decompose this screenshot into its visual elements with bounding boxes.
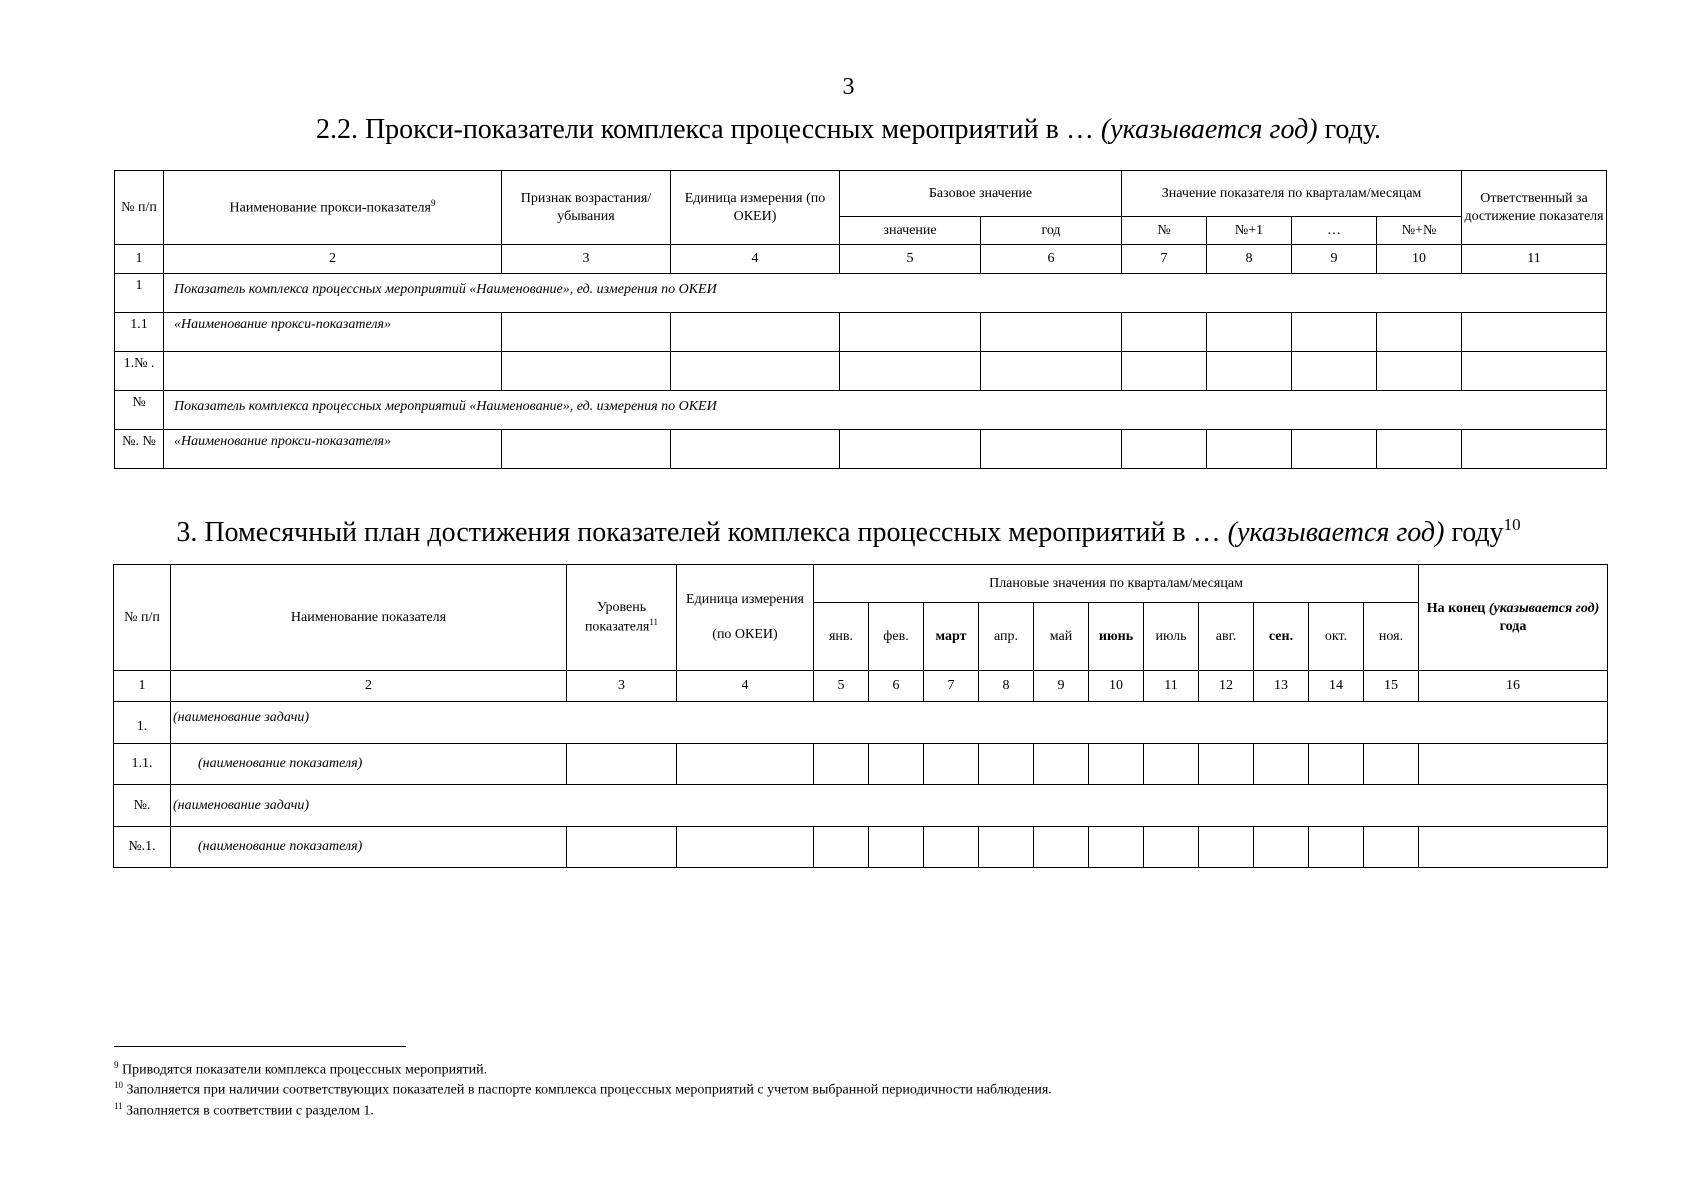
col-number: 1 (115, 245, 164, 274)
col-number: 11 (1462, 245, 1607, 274)
month-jul: июль (1144, 603, 1199, 671)
month-aug: авг. (1199, 603, 1254, 671)
col-header-unit: Единица измерения (по ОКЕИ) (671, 171, 840, 245)
col-header-by-period: Значение показателя по кварталам/месяцам (1122, 171, 1462, 217)
col-number: 12 (1199, 671, 1254, 702)
col-number: 6 (981, 245, 1122, 274)
col-header-name: Наименование прокси-показателя$^9$ (164, 171, 502, 245)
col-number: 2 (171, 671, 567, 702)
col-number: 1 (114, 671, 171, 702)
monthly-plan-table (113, 564, 1608, 868)
month-feb: фев. (869, 603, 924, 671)
row-text: (наименование задачи) (171, 702, 1608, 744)
col-number: 4 (677, 671, 814, 702)
col-header-unit: Единица измерения (по ОКЕИ) (677, 565, 814, 671)
col-number: 15 (1364, 671, 1419, 702)
table-row (115, 352, 1607, 391)
row-num: № (115, 391, 164, 430)
col-number: 7 (1122, 245, 1207, 274)
month-mar: март (924, 603, 979, 671)
col-number: 16 (1419, 671, 1608, 702)
row-text: Показатель комплекса процессных мероприятий «Наименование», ед. измерения по ОКЕИ (164, 274, 1607, 313)
table-row (115, 430, 1607, 469)
col-number: 4 (671, 245, 840, 274)
col-header-base: Базовое значение (840, 171, 1122, 217)
col-number: 9 (1034, 671, 1089, 702)
col-header-period-1: № (1122, 217, 1207, 245)
table-row (114, 702, 1608, 744)
footnote-separator (114, 1046, 406, 1047)
col-header-name: Наименование показателя (171, 565, 567, 671)
section-2-2-title: 2.2. Прокси-показатели комплекса процессных мероприятий в … (указывается год) году. (315, 114, 1382, 145)
month-may: май (1034, 603, 1089, 671)
row-text (164, 352, 502, 391)
col-number: 3 (567, 671, 677, 702)
col-number: 13 (1254, 671, 1309, 702)
footnote-10: $^{10}$ Заполняется при наличии соответствующих показателей в паспорте комплекса процессных мероприятий с учетом выбранной периодичности наблюдения. (114, 1080, 1052, 1098)
col-number: 10 (1377, 245, 1462, 274)
col-number: 2 (164, 245, 502, 274)
col-header-num: № п/п (115, 171, 164, 245)
col-number: 8 (1207, 245, 1292, 274)
row-num: 1 (115, 274, 164, 313)
col-number: 6 (869, 671, 924, 702)
col-number: 8 (979, 671, 1034, 702)
row-text: (наименование задачи) (171, 785, 1608, 827)
col-number: 5 (814, 671, 869, 702)
col-number: 9 (1292, 245, 1377, 274)
col-header-base-value: значение (840, 217, 981, 245)
page-number: 3 (842, 74, 855, 100)
month-sep: сен. (1254, 603, 1309, 671)
footnote-9: $^9$ Приводятся показатели комплекса процессных мероприятий. (114, 1060, 488, 1078)
col-number: 7 (924, 671, 979, 702)
footnote-11: $^{11}$ Заполняется в соответствии с разделом 1. (114, 1101, 374, 1119)
row-text: (наименование показателя) (171, 827, 567, 868)
row-num: 1.1. (114, 744, 171, 785)
col-header-sign: Признак возрастания/ убывания (502, 171, 671, 245)
month-apr: апр. (979, 603, 1034, 671)
col-header-period-4: №+№ (1377, 217, 1462, 245)
proxy-indicators-table (114, 170, 1607, 469)
table-row (114, 785, 1608, 827)
col-header-period-3: … (1292, 217, 1377, 245)
row-num: 1.№ . (115, 352, 164, 391)
col-number: 3 (502, 245, 671, 274)
col-header-num: № п/п (114, 565, 171, 671)
col-number: 10 (1089, 671, 1144, 702)
row-num: №.1. (114, 827, 171, 868)
row-text: (наименование показателя) (171, 744, 567, 785)
table-row (114, 827, 1608, 868)
table-row (115, 313, 1607, 352)
section-3-title: 3. Помесячный план достижения показателей комплекса процессных мероприятий в … (указывается год) году$^{10}$ (176, 515, 1521, 548)
col-header-responsible: Ответственный за достижение показателя (1462, 171, 1607, 245)
col-header-end-of-year: На конец (указывается год) года (1419, 565, 1608, 671)
table-row (115, 391, 1607, 430)
col-header-period-2: №+1 (1207, 217, 1292, 245)
col-header-plan: Плановые значения по кварталам/месяцам (814, 565, 1419, 603)
table-row (115, 274, 1607, 313)
col-number: 5 (840, 245, 981, 274)
row-text: Показатель комплекса процессных мероприятий «Наименование», ед. измерения по ОКЕИ (164, 391, 1607, 430)
table-row (114, 744, 1608, 785)
col-header-base-year: год (981, 217, 1122, 245)
row-num: 1. (114, 702, 171, 744)
month-nov: ноя. (1364, 603, 1419, 671)
month-jun: июнь (1089, 603, 1144, 671)
row-num: №. № (115, 430, 164, 469)
col-number: 11 (1144, 671, 1199, 702)
col-number: 14 (1309, 671, 1364, 702)
row-num: 1.1 (115, 313, 164, 352)
row-num: №. (114, 785, 171, 827)
month-jan: янв. (814, 603, 869, 671)
row-text: «Наименование прокси-показателя» (164, 430, 502, 469)
row-text: «Наименование прокси-показателя» (164, 313, 502, 352)
col-header-level: Уровень показателя$^{11}$ (567, 565, 677, 671)
month-oct: окт. (1309, 603, 1364, 671)
